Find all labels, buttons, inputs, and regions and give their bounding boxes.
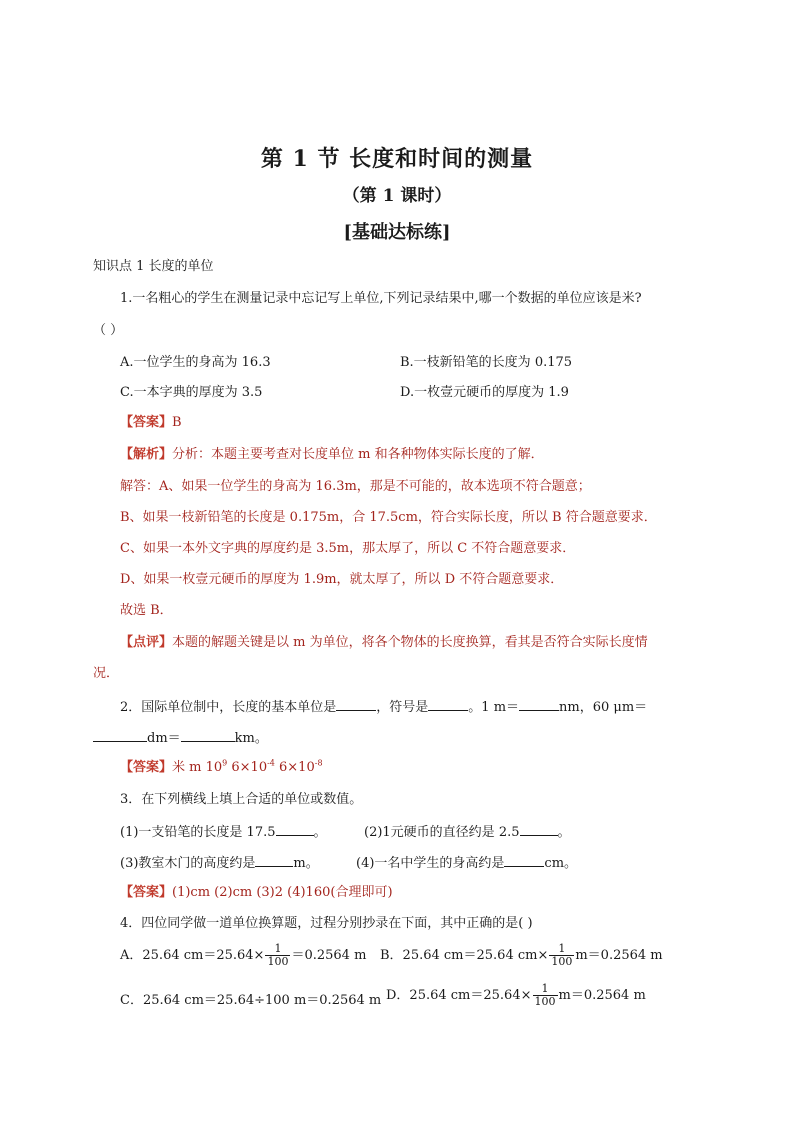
answer-tag: 【答案】 — [120, 885, 173, 900]
q2-blank-4[interactable] — [93, 728, 147, 742]
q2-blank-1[interactable] — [336, 697, 376, 711]
q3-item-3-end: m。 — [293, 856, 319, 871]
q1-option-d: D.一枚壹元硬币的厚度为 1.9 — [400, 385, 569, 400]
q2-text-5: dm＝ — [147, 731, 181, 746]
q2-blank-5[interactable] — [181, 728, 235, 742]
q2-answer — [120, 759, 323, 777]
q1-solution-c: C、如果一本外文字典的厚度约是 3.5m，那太厚了，所以 C 不符合题意要求． — [120, 541, 576, 556]
q1-solution-d: D、如果一枚壹元硬币的厚度为 1.9m，就太厚了，所以 D 不符合题意要求． — [120, 572, 564, 587]
q3-item-3-text: (3)教室木门的高度约是 — [120, 856, 256, 871]
fraction — [265, 943, 290, 968]
q3-item-2-end: 。 — [557, 825, 571, 840]
q3-answer-text: (1)cm (2)cm (3)2 (4)160(合理即可) — [172, 885, 393, 900]
q4-option-a — [120, 943, 366, 968]
q2-answer-text-1: 米 m 10 — [172, 760, 223, 775]
q2-answer-exp-3: -8 — [314, 758, 323, 768]
comment-tag: 【点评】 — [120, 635, 173, 650]
q2-text-2: ，符号是 — [376, 700, 429, 715]
q1-comment-line2: 况． — [93, 666, 120, 681]
lesson-subtitle: （第 1 课时） — [342, 186, 452, 206]
section-heading: [基础达标练] — [343, 222, 451, 243]
fraction-denominator: 100 — [534, 995, 556, 1008]
q1-conclusion: 故选 B． — [120, 603, 173, 618]
q2-stem — [120, 697, 647, 717]
lesson-title: 第 1 节 长度和时间的测量 — [260, 146, 534, 172]
q3-blank-4[interactable] — [504, 853, 544, 867]
q4-option-a-text: A．25.64 cm＝25.64× — [120, 948, 265, 963]
q3-item-2 — [364, 822, 571, 842]
q4-option-d-text: D．25.64 cm＝25.64× — [386, 988, 532, 1003]
q2-text-6: km。 — [234, 731, 268, 746]
q1-analysis — [120, 446, 544, 464]
fraction-numerator: 1 — [265, 943, 290, 956]
q3-answer — [120, 884, 393, 902]
q3-item-1-text: (1)一支铅笔的长度是 17.5 — [120, 825, 276, 840]
q3-stem: 3．在下列横线上填上合适的单位或数值。 — [120, 792, 363, 807]
q2-blank-3[interactable] — [519, 697, 559, 711]
q3-blank-1[interactable] — [276, 822, 314, 836]
answer-tag: 【答案】 — [120, 760, 173, 775]
q1-option-b: B.一枝新铅笔的长度为 0.175 — [400, 355, 573, 370]
answer-tag: 【答案】 — [120, 415, 173, 430]
q2-blank-2[interactable] — [428, 697, 468, 711]
fraction — [549, 943, 574, 968]
q3-blank-3[interactable] — [255, 853, 293, 867]
q2-text-4: nm，60 μm＝ — [559, 700, 648, 715]
q2-text-1: 2．国际单位制中，长度的基本单位是 — [120, 700, 337, 715]
q1-comment — [120, 634, 648, 652]
q4-option-b-text: B．25.64 cm＝25.64 cm× — [380, 948, 549, 963]
q3-item-4-end: cm。 — [544, 856, 578, 871]
q1-answer — [120, 414, 182, 432]
fraction-numerator: 1 — [533, 983, 558, 996]
q4-option-d-result: m＝0.2564 m — [558, 988, 646, 1003]
q3-item-1 — [120, 822, 327, 842]
fraction-numerator: 1 — [549, 943, 574, 956]
fraction-denominator: 100 — [551, 955, 573, 968]
q4-option-b-result: m＝0.2564 m — [575, 948, 663, 963]
q2-answer-text-3: 6×10 — [274, 760, 315, 775]
q4-stem: 4．四位同学做一道单位换算题，过程分别抄录在下面，其中正确的是( ) — [120, 916, 533, 931]
q1-answer-value: B — [172, 415, 182, 430]
q1-answer-paren: （ ） — [93, 323, 124, 338]
q1-analysis-text: 分析：本题主要考查对长度单位 m 和各种物体实际长度的了解． — [172, 447, 544, 462]
q3-item-4-text: (4)一名中学生的身高约是 — [356, 856, 505, 871]
q4-option-a-result: ＝0.2564 m — [291, 948, 367, 963]
q3-item-3 — [120, 853, 319, 873]
fraction — [533, 983, 558, 1008]
q1-solution-b: B、如果一枝新铅笔的长度是 0.175m，合 17.5cm，符合实际长度，所以 B 符合题意要求． — [120, 510, 657, 525]
q2-text-3: 。1 m＝ — [468, 700, 520, 715]
q1-option-c: C.一本字典的厚度为 3.5 — [120, 385, 263, 400]
q4-option-b — [380, 943, 663, 968]
q3-item-4 — [356, 853, 577, 873]
q2-stem-line2 — [93, 728, 268, 748]
q4-option-c: C．25.64 cm＝25.64÷100 m＝0.2564 m — [120, 993, 382, 1008]
q3-blank-2[interactable] — [520, 822, 558, 836]
q1-solution-a: 解答：A、如果一位学生的身高为 16.3m，那是不可能的，故本选项不符合题意； — [120, 479, 591, 494]
q2-answer-exp-1: 9 — [222, 758, 228, 768]
analysis-tag: 【解析】 — [120, 447, 173, 462]
q1-option-a: A.一位学生的身高为 16.3 — [120, 355, 271, 370]
fraction-denominator: 100 — [267, 955, 289, 968]
q2-answer-text-2: 6×10 — [227, 760, 268, 775]
knowledge-point-heading: 知识点 1 长度的单位 — [93, 259, 214, 274]
q2-answer-exp-2: -4 — [267, 758, 275, 768]
q3-item-1-end: 。 — [313, 825, 327, 840]
q3-item-2-text: (2)1元硬币的直径约是 2.5 — [364, 825, 520, 840]
q1-stem: 1.一名粗心的学生在测量记录中忘记写上单位,下列记录结果中,哪一个数据的单位应该是米? — [120, 291, 642, 306]
q1-comment-text: 本题的解题关键是以 m 为单位，将各个物体的长度换算，看其是否符合实际长度情 — [172, 635, 648, 650]
q4-option-d — [386, 983, 646, 1008]
